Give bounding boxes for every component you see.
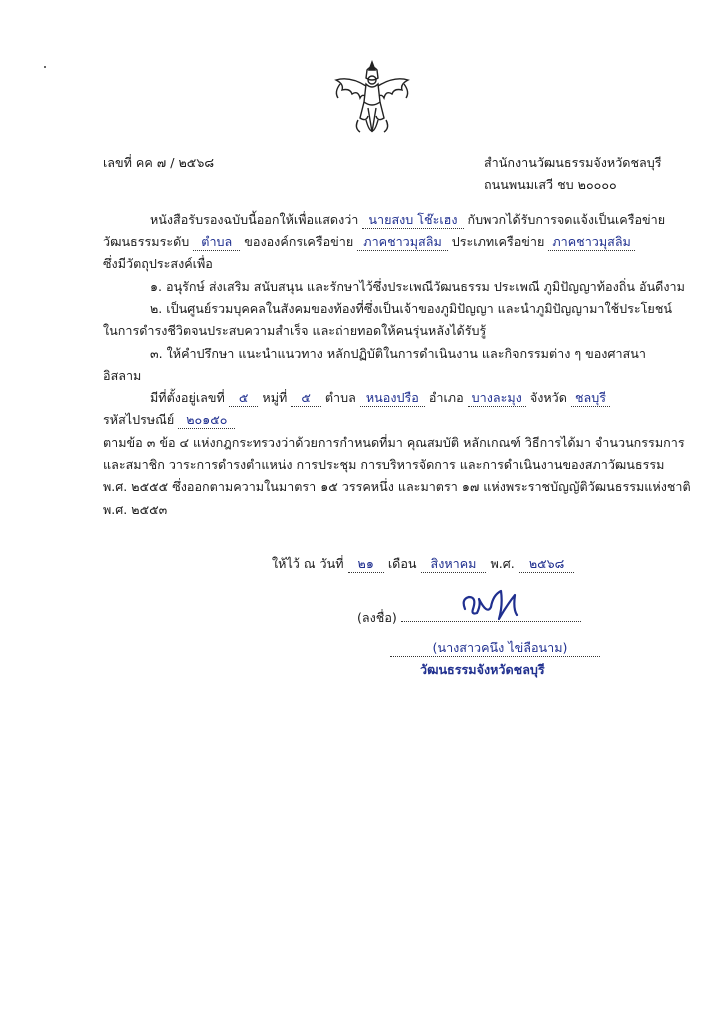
- house-number: ๕: [229, 390, 259, 407]
- province-label: จังหวัด: [529, 390, 567, 405]
- garuda-emblem-icon: [330, 58, 414, 144]
- signer-name-line: [390, 640, 600, 657]
- province: ชลบุรี: [571, 390, 610, 407]
- moo-number: ๕: [291, 390, 321, 407]
- network-type: ภาคชาวมุสลิม: [548, 234, 635, 251]
- sign-dotted-line: [401, 621, 581, 622]
- address-line: [150, 390, 610, 407]
- postal-line: [103, 412, 235, 429]
- legal-line-1: ตามข้อ ๓ ข้อ ๔ แห่งกฎกระทรวงว่าด้วยการกำหนดที่มา คุณสมบัติ หลักเกณฑ์ วิธีการได้มา จำนวนกรรมการ: [103, 435, 685, 450]
- postal-code: ๒๐๑๕๐: [178, 412, 235, 429]
- amphoe: บางละมุง: [468, 390, 526, 407]
- level-label: วัฒนธรรมระดับ: [103, 234, 190, 249]
- tambon-label: ตำบล: [324, 390, 356, 405]
- legal-line-4: พ.ศ. ๒๕๕๓: [103, 502, 168, 517]
- scan-speck: [44, 66, 46, 68]
- objective-1: ๑. อนุรักษ์ ส่งเสริม สนับสนุน และรักษาไว้ซึ่งประเพณีวัฒนธรรม ประเพณี ภูมิปัญญาท้องถิ่น อันดีงาม: [150, 279, 685, 294]
- objective-2-cont: ในการดำรงชีวิตจนประสบความสำเร็จ และถ่ายทอดให้คนรุ่นหลังได้รับรู้: [103, 323, 487, 338]
- network-org: ภาคชาวมุสลิม: [357, 234, 448, 251]
- postal-label: รหัสไปรษณีย์: [103, 412, 175, 427]
- objective-3: ๓. ให้คำปรึกษา แนะนำแนวทาง หลักปฏิบัติในการดำเนินงาน และกิจกรรมต่าง ๆ ของศาสนา: [150, 346, 646, 361]
- sign-line: [357, 610, 581, 626]
- intro-prefix: หนังสือรับรองฉบับนี้ออกให้เพื่อแสดงว่า: [150, 212, 359, 227]
- date-prefix: ให้ไว้ ณ วันที่: [272, 556, 344, 571]
- intro-line-2: [103, 234, 635, 251]
- member-name: นายสงบ โช๊ะเฮง: [362, 212, 463, 229]
- office-name: สำนักงานวัฒนธรรมจังหวัดชลบุรี: [484, 155, 662, 170]
- issue-month: สิงหาคม: [421, 556, 487, 573]
- moo-label: หมู่ที่: [262, 390, 288, 405]
- signer-title: วัฒนธรรมจังหวัดชลบุรี: [420, 662, 545, 677]
- amphoe-label: อำเภอ: [428, 390, 464, 405]
- objective-2: ๒. เป็นศูนย์รวมบุคคลในสังคมของท้องที่ซึ่งเป็นเจ้าของภูมิปัญญา และนำภูมิปัญญามาใช้ประโยชน์: [150, 301, 672, 316]
- issue-year: ๒๕๖๘: [519, 556, 575, 573]
- intro-after-name: กับพวกได้รับการจดแจ้งเป็นเครือข่าย: [467, 212, 666, 227]
- type-label: ประเภทเครือข่าย: [451, 234, 545, 249]
- org-label: ขององค์กรเครือข่าย: [244, 234, 354, 249]
- house-label: มีที่ตั้งอยู่เลขที่: [150, 390, 225, 405]
- issue-day: ๒๑: [348, 556, 384, 573]
- intro-line-3: ซึ่งมีวัตถุประสงค์เพื่อ: [103, 256, 213, 271]
- office-address: ถนนพนมเสวี ชบ ๒๐๐๐๐: [484, 177, 617, 192]
- legal-line-3: พ.ศ. ๒๕๕๕ ซึ่งออกตามความในมาตรา ๑๕ วรรคหนึ่ง และมาตรา ๑๗ แห่งพระราชบัญญัติวัฒนธรรมแห่งชาติ: [103, 479, 691, 494]
- signer-name: (นางสาวคนึง ไข่ลือนาม): [432, 640, 568, 655]
- document-number: เลขที่ คค ๗ / ๒๕๖๘: [103, 155, 215, 170]
- sign-label: (ลงชื่อ): [357, 610, 397, 625]
- tambon: หนองปรือ: [360, 390, 425, 407]
- year-label: พ.ศ.: [490, 556, 515, 571]
- issue-date: [272, 556, 574, 573]
- objective-3-cont: อิสลาม: [103, 368, 142, 383]
- signer-name-wrap: [390, 640, 600, 657]
- network-level: ตำบล: [193, 234, 240, 251]
- legal-line-2: และสมาชิก วาระการดำรงตำแหน่ง การประชุม การบริหารจัดการ และการดำเนินงานของสภาวัฒนธรรม: [103, 457, 665, 472]
- month-label: เดือน: [387, 556, 417, 571]
- intro-line-1: [150, 212, 665, 229]
